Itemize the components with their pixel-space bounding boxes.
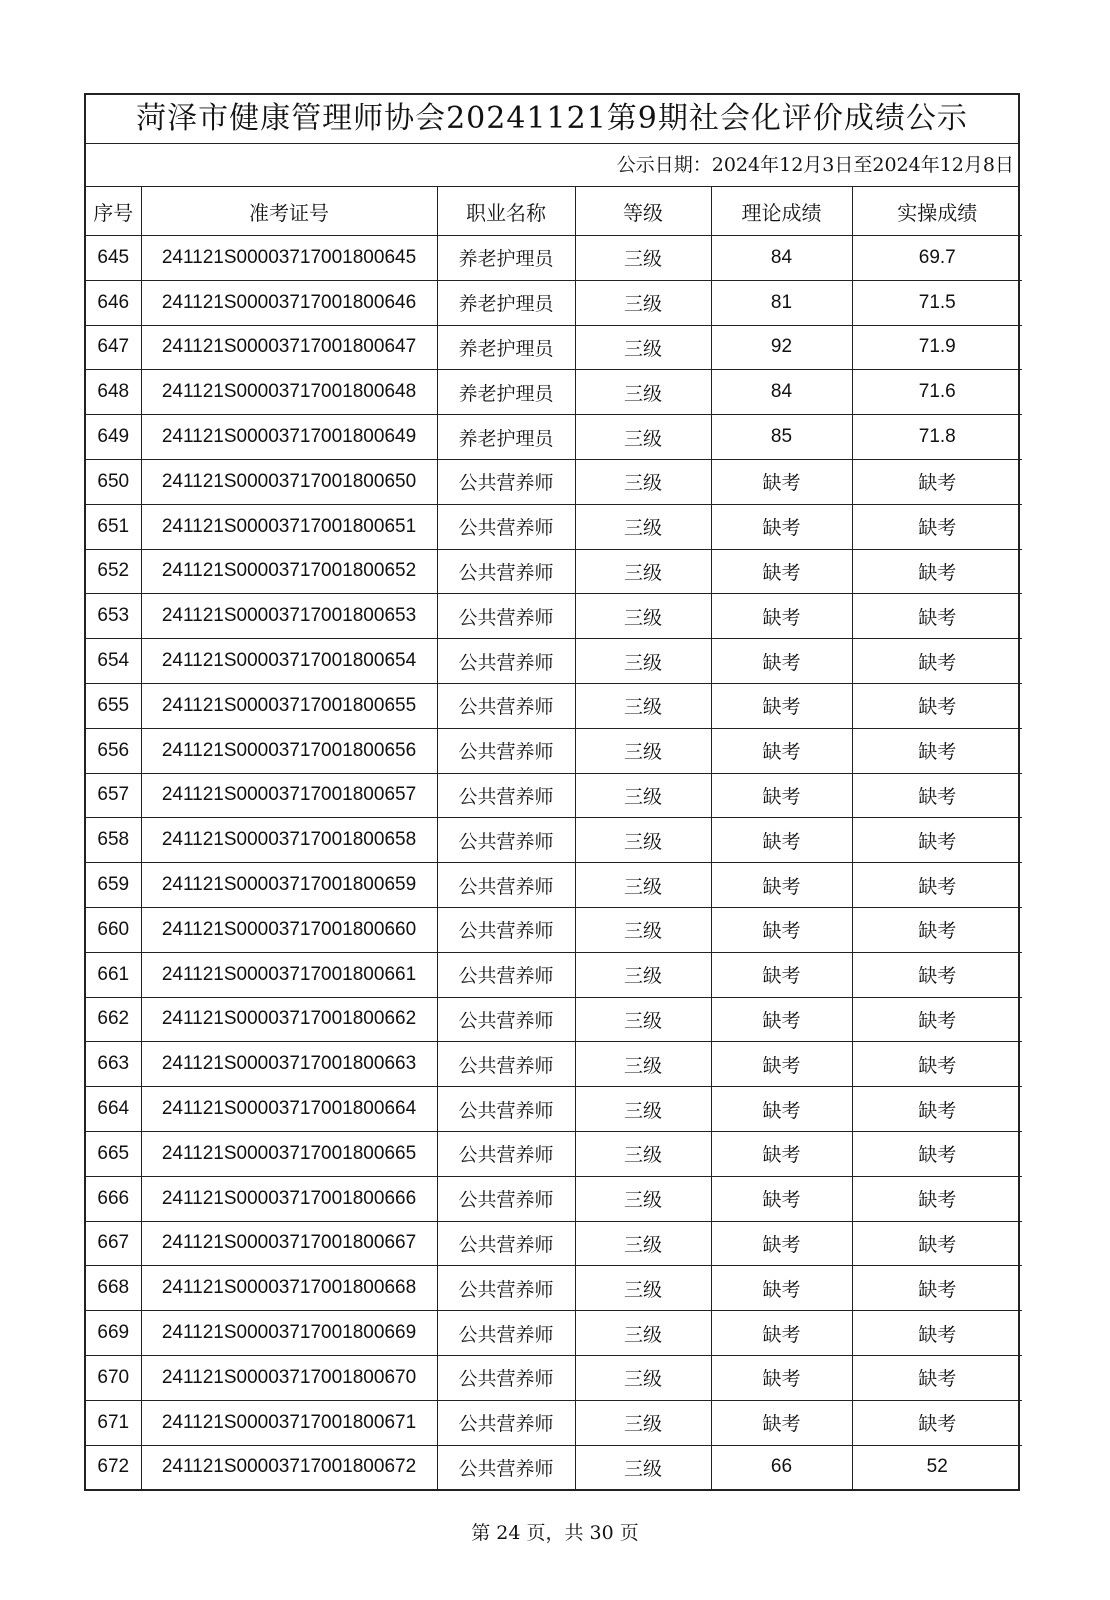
- ticket-number-cell: 241121S00003717001800665: [141, 1131, 437, 1176]
- table-row: [86, 280, 1022, 325]
- practical-score-cell: 71.6: [852, 370, 1022, 415]
- row-index-cell: 668: [86, 1266, 141, 1311]
- level-cell: 三级: [575, 773, 711, 818]
- row-index-cell: 645: [86, 236, 141, 281]
- occupation-cell: 公共营养师: [437, 504, 575, 549]
- practical-score-cell: 缺考: [852, 683, 1022, 728]
- ticket-number-cell: 241121S00003717001800663: [141, 1042, 437, 1087]
- theory-score-cell: 92: [711, 325, 852, 370]
- ticket-number-cell: 241121S00003717001800649: [141, 415, 437, 460]
- practical-score-cell: 71.9: [852, 325, 1022, 370]
- ticket-number-cell: 241121S00003717001800671: [141, 1400, 437, 1445]
- theory-score-cell: 缺考: [711, 773, 852, 818]
- table-row: [86, 594, 1022, 639]
- level-cell: 三级: [575, 280, 711, 325]
- row-index-cell: 672: [86, 1445, 141, 1489]
- practical-score-cell: 缺考: [852, 594, 1022, 639]
- table-row: [86, 1221, 1022, 1266]
- theory-score-cell: 缺考: [711, 1176, 852, 1221]
- table-row: [86, 504, 1022, 549]
- practical-score-cell: 71.8: [852, 415, 1022, 460]
- theory-score-cell: 缺考: [711, 952, 852, 997]
- ticket-number-cell: 241121S00003717001800668: [141, 1266, 437, 1311]
- theory-score-cell: 缺考: [711, 1266, 852, 1311]
- col-header-practical-score: 实操成绩: [852, 187, 1022, 236]
- practical-score-cell: 缺考: [852, 549, 1022, 594]
- occupation-cell: 公共营养师: [437, 952, 575, 997]
- table-row: [86, 639, 1022, 684]
- col-header-index: 序号: [86, 187, 141, 236]
- practical-score-cell: 缺考: [852, 1311, 1022, 1356]
- row-index-cell: 646: [86, 280, 141, 325]
- ticket-number-cell: 241121S00003717001800650: [141, 459, 437, 504]
- table-row: [86, 1355, 1022, 1400]
- table-row: [86, 549, 1022, 594]
- table-row: [86, 907, 1022, 952]
- theory-score-cell: 66: [711, 1445, 852, 1489]
- level-cell: 三级: [575, 504, 711, 549]
- level-cell: 三级: [575, 459, 711, 504]
- level-cell: 三级: [575, 549, 711, 594]
- ticket-number-cell: 241121S00003717001800664: [141, 1087, 437, 1132]
- occupation-cell: 公共营养师: [437, 683, 575, 728]
- page-title: 菏泽市健康管理师协会20241121第9期社会化评价成绩公示: [86, 95, 1018, 144]
- col-header-level: 等级: [575, 187, 711, 236]
- ticket-number-cell: 241121S00003717001800661: [141, 952, 437, 997]
- practical-score-cell: 缺考: [852, 863, 1022, 908]
- table-row: [86, 818, 1022, 863]
- occupation-cell: 公共营养师: [437, 907, 575, 952]
- table-row: [86, 236, 1022, 281]
- occupation-cell: 公共营养师: [437, 1176, 575, 1221]
- table-row: [86, 325, 1022, 370]
- theory-score-cell: 缺考: [711, 639, 852, 684]
- ticket-number-cell: 241121S00003717001800656: [141, 728, 437, 773]
- occupation-cell: 公共营养师: [437, 863, 575, 908]
- row-index-cell: 666: [86, 1176, 141, 1221]
- level-cell: 三级: [575, 1355, 711, 1400]
- occupation-cell: 公共营养师: [437, 1131, 575, 1176]
- results-table: [86, 187, 1022, 1489]
- table-row: [86, 1400, 1022, 1445]
- theory-score-cell: 缺考: [711, 1221, 852, 1266]
- occupation-cell: 公共营养师: [437, 1355, 575, 1400]
- row-index-cell: 661: [86, 952, 141, 997]
- theory-score-cell: 缺考: [711, 1355, 852, 1400]
- row-index-cell: 667: [86, 1221, 141, 1266]
- occupation-cell: 养老护理员: [437, 325, 575, 370]
- table-row: [86, 1311, 1022, 1356]
- level-cell: 三级: [575, 415, 711, 460]
- theory-score-cell: 缺考: [711, 504, 852, 549]
- practical-score-cell: 缺考: [852, 818, 1022, 863]
- occupation-cell: 公共营养师: [437, 818, 575, 863]
- theory-score-cell: 85: [711, 415, 852, 460]
- row-index-cell: 671: [86, 1400, 141, 1445]
- row-index-cell: 663: [86, 1042, 141, 1087]
- level-cell: 三级: [575, 1042, 711, 1087]
- level-cell: 三级: [575, 1311, 711, 1356]
- theory-score-cell: 缺考: [711, 1400, 852, 1445]
- table-row: [86, 952, 1022, 997]
- ticket-number-cell: 241121S00003717001800669: [141, 1311, 437, 1356]
- ticket-number-cell: 241121S00003717001800647: [141, 325, 437, 370]
- theory-score-cell: 缺考: [711, 728, 852, 773]
- practical-score-cell: 缺考: [852, 952, 1022, 997]
- row-index-cell: 647: [86, 325, 141, 370]
- table-row: [86, 863, 1022, 908]
- practical-score-cell: 52: [852, 1445, 1022, 1489]
- occupation-cell: 公共营养师: [437, 728, 575, 773]
- occupation-cell: 公共营养师: [437, 459, 575, 504]
- practical-score-cell: 缺考: [852, 1042, 1022, 1087]
- occupation-cell: 公共营养师: [437, 997, 575, 1042]
- practical-score-cell: 缺考: [852, 773, 1022, 818]
- row-index-cell: 670: [86, 1355, 141, 1400]
- theory-score-cell: 缺考: [711, 863, 852, 908]
- level-cell: 三级: [575, 1266, 711, 1311]
- row-index-cell: 656: [86, 728, 141, 773]
- ticket-number-cell: 241121S00003717001800646: [141, 280, 437, 325]
- theory-score-cell: 缺考: [711, 997, 852, 1042]
- ticket-number-cell: 241121S00003717001800658: [141, 818, 437, 863]
- table-body: [86, 236, 1022, 1490]
- theory-score-cell: 缺考: [711, 1311, 852, 1356]
- practical-score-cell: 缺考: [852, 1087, 1022, 1132]
- occupation-cell: 公共营养师: [437, 639, 575, 684]
- level-cell: 三级: [575, 818, 711, 863]
- theory-score-cell: 缺考: [711, 459, 852, 504]
- theory-score-cell: 缺考: [711, 549, 852, 594]
- theory-score-cell: 缺考: [711, 683, 852, 728]
- occupation-cell: 公共营养师: [437, 1087, 575, 1132]
- occupation-cell: 养老护理员: [437, 236, 575, 281]
- row-index-cell: 651: [86, 504, 141, 549]
- theory-score-cell: 84: [711, 236, 852, 281]
- row-index-cell: 654: [86, 639, 141, 684]
- level-cell: 三级: [575, 1445, 711, 1489]
- row-index-cell: 649: [86, 415, 141, 460]
- occupation-cell: 养老护理员: [437, 370, 575, 415]
- ticket-number-cell: 241121S00003717001800645: [141, 236, 437, 281]
- occupation-cell: 公共营养师: [437, 1266, 575, 1311]
- practical-score-cell: 缺考: [852, 997, 1022, 1042]
- occupation-cell: 公共营养师: [437, 1400, 575, 1445]
- table-row: [86, 1131, 1022, 1176]
- level-cell: 三级: [575, 1221, 711, 1266]
- level-cell: 三级: [575, 639, 711, 684]
- row-index-cell: 662: [86, 997, 141, 1042]
- table-row: [86, 370, 1022, 415]
- col-header-ticket: 准考证号: [141, 187, 437, 236]
- occupation-cell: 公共营养师: [437, 1042, 575, 1087]
- level-cell: 三级: [575, 907, 711, 952]
- theory-score-cell: 缺考: [711, 1087, 852, 1132]
- theory-score-cell: 84: [711, 370, 852, 415]
- table-row: [86, 1266, 1022, 1311]
- practical-score-cell: 缺考: [852, 728, 1022, 773]
- col-header-occupation: 职业名称: [437, 187, 575, 236]
- row-index-cell: 650: [86, 459, 141, 504]
- table-row: [86, 1087, 1022, 1132]
- ticket-number-cell: 241121S00003717001800648: [141, 370, 437, 415]
- ticket-number-cell: 241121S00003717001800657: [141, 773, 437, 818]
- theory-score-cell: 81: [711, 280, 852, 325]
- table-row: [86, 997, 1022, 1042]
- occupation-cell: 公共营养师: [437, 1311, 575, 1356]
- level-cell: 三级: [575, 1087, 711, 1132]
- ticket-number-cell: 241121S00003717001800653: [141, 594, 437, 639]
- ticket-number-cell: 241121S00003717001800651: [141, 504, 437, 549]
- theory-score-cell: 缺考: [711, 818, 852, 863]
- table-row: [86, 1042, 1022, 1087]
- ticket-number-cell: 241121S00003717001800672: [141, 1445, 437, 1489]
- theory-score-cell: 缺考: [711, 1042, 852, 1087]
- practical-score-cell: 缺考: [852, 1266, 1022, 1311]
- row-index-cell: 659: [86, 863, 141, 908]
- results-sheet: [84, 93, 1020, 1491]
- practical-score-cell: 缺考: [852, 1131, 1022, 1176]
- level-cell: 三级: [575, 997, 711, 1042]
- occupation-cell: 公共营养师: [437, 1445, 575, 1489]
- table-row: [86, 415, 1022, 460]
- table-row: [86, 459, 1022, 504]
- practical-score-cell: 缺考: [852, 1400, 1022, 1445]
- row-index-cell: 658: [86, 818, 141, 863]
- col-header-theory-score: 理论成绩: [711, 187, 852, 236]
- row-index-cell: 648: [86, 370, 141, 415]
- row-index-cell: 657: [86, 773, 141, 818]
- row-index-cell: 665: [86, 1131, 141, 1176]
- ticket-number-cell: 241121S00003717001800655: [141, 683, 437, 728]
- occupation-cell: 公共营养师: [437, 549, 575, 594]
- ticket-number-cell: 241121S00003717001800660: [141, 907, 437, 952]
- ticket-number-cell: 241121S00003717001800654: [141, 639, 437, 684]
- ticket-number-cell: 241121S00003717001800666: [141, 1176, 437, 1221]
- ticket-number-cell: 241121S00003717001800659: [141, 863, 437, 908]
- row-index-cell: 664: [86, 1087, 141, 1132]
- practical-score-cell: 缺考: [852, 907, 1022, 952]
- occupation-cell: 养老护理员: [437, 415, 575, 460]
- level-cell: 三级: [575, 1176, 711, 1221]
- page-number: 第 24 页，共 30 页: [471, 1522, 639, 1544]
- level-cell: 三级: [575, 594, 711, 639]
- table-row: [86, 728, 1022, 773]
- occupation-cell: 公共营养师: [437, 773, 575, 818]
- level-cell: 三级: [575, 370, 711, 415]
- ticket-number-cell: 241121S00003717001800662: [141, 997, 437, 1042]
- ticket-number-cell: 241121S00003717001800652: [141, 549, 437, 594]
- row-index-cell: 669: [86, 1311, 141, 1356]
- level-cell: 三级: [575, 325, 711, 370]
- row-index-cell: 655: [86, 683, 141, 728]
- practical-score-cell: 缺考: [852, 639, 1022, 684]
- table-header-row: [86, 187, 1022, 236]
- row-index-cell: 653: [86, 594, 141, 639]
- ticket-number-cell: 241121S00003717001800667: [141, 1221, 437, 1266]
- table-row: [86, 1445, 1022, 1489]
- practical-score-cell: 缺考: [852, 459, 1022, 504]
- publication-date: 公示日期：2024年12月3日至2024年12月8日: [86, 144, 1018, 187]
- occupation-cell: 养老护理员: [437, 280, 575, 325]
- table-row: [86, 683, 1022, 728]
- practical-score-cell: 缺考: [852, 1355, 1022, 1400]
- row-index-cell: 660: [86, 907, 141, 952]
- occupation-cell: 公共营养师: [437, 594, 575, 639]
- table-row: [86, 773, 1022, 818]
- theory-score-cell: 缺考: [711, 1131, 852, 1176]
- table-row: [86, 1176, 1022, 1221]
- level-cell: 三级: [575, 863, 711, 908]
- level-cell: 三级: [575, 728, 711, 773]
- practical-score-cell: 71.5: [852, 280, 1022, 325]
- theory-score-cell: 缺考: [711, 907, 852, 952]
- practical-score-cell: 缺考: [852, 504, 1022, 549]
- level-cell: 三级: [575, 952, 711, 997]
- level-cell: 三级: [575, 1400, 711, 1445]
- practical-score-cell: 缺考: [852, 1221, 1022, 1266]
- ticket-number-cell: 241121S00003717001800670: [141, 1355, 437, 1400]
- practical-score-cell: 69.7: [852, 236, 1022, 281]
- theory-score-cell: 缺考: [711, 594, 852, 639]
- practical-score-cell: 缺考: [852, 1176, 1022, 1221]
- occupation-cell: 公共营养师: [437, 1221, 575, 1266]
- level-cell: 三级: [575, 236, 711, 281]
- level-cell: 三级: [575, 1131, 711, 1176]
- level-cell: 三级: [575, 683, 711, 728]
- row-index-cell: 652: [86, 549, 141, 594]
